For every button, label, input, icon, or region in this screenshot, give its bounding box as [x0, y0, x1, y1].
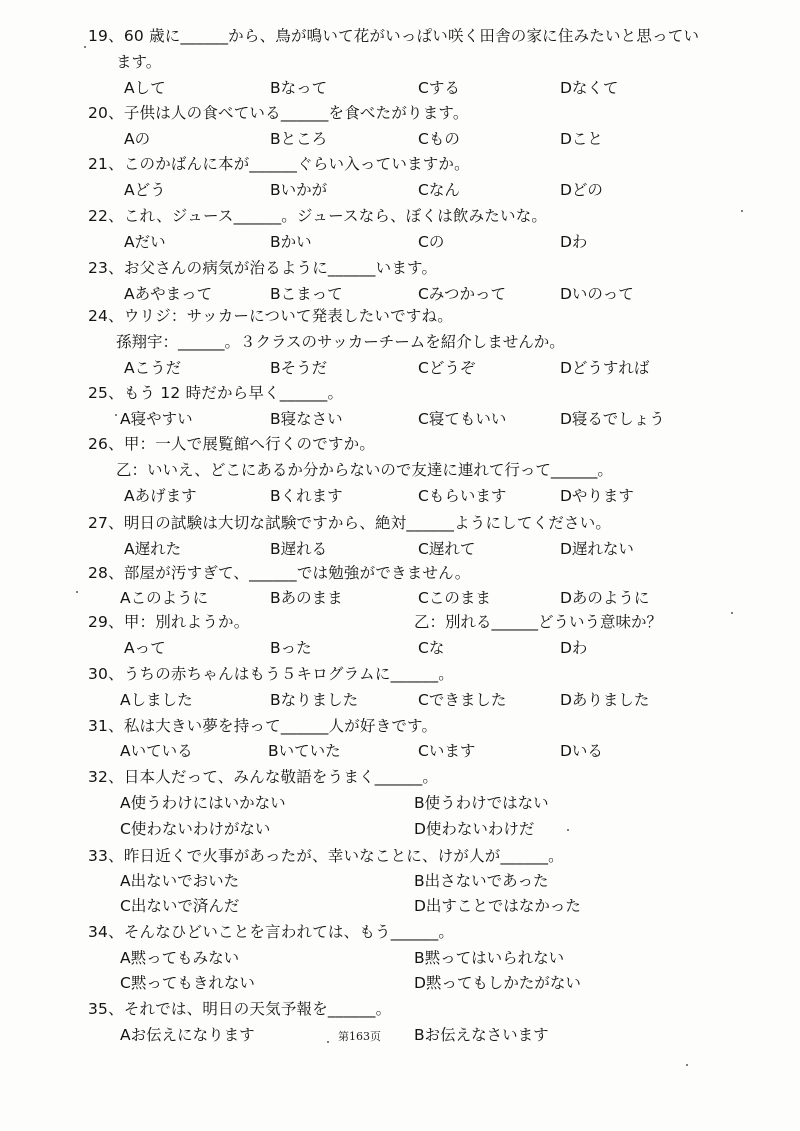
- question-number: 20、: [88, 104, 124, 122]
- option-c: C寝てもいい: [418, 410, 507, 428]
- option-b: Bお伝えなさいます: [414, 1026, 549, 1044]
- question-text: 私は大きい夢を持って______人が好きです。: [123, 717, 438, 735]
- question-24: [88, 304, 453, 326]
- question-31: [88, 714, 437, 736]
- option-a: Aこうだ: [124, 359, 182, 377]
- question-26: [88, 432, 375, 454]
- option-c: Cみつかって: [418, 285, 507, 303]
- option-b: B使うわけではない: [414, 794, 549, 812]
- option-a: Aしました: [120, 691, 193, 709]
- question-32: [88, 765, 438, 787]
- option-d: Dどうすれば: [560, 359, 650, 377]
- option-d: Dあのように: [560, 589, 650, 607]
- option-b: B出さないであった: [414, 872, 549, 890]
- question-number: 29、: [88, 613, 124, 631]
- question-29-reply: 乙：別れる______どういう意味か？: [414, 613, 663, 631]
- question-text: もう 12 時だから早く______。: [123, 384, 344, 402]
- option-c: Cいます: [418, 742, 476, 760]
- question-continuation: ます。: [116, 53, 162, 71]
- question-25: [88, 381, 343, 403]
- option-b: Bくれます: [270, 487, 343, 505]
- option-c: C使わないわけがない: [120, 820, 271, 838]
- option-d: D使わないわけだ: [414, 820, 535, 838]
- question-text: 昨日近くで火事があったが、幸いなことに、けが人が______。: [123, 847, 564, 865]
- option-a: A遅れた: [124, 540, 182, 558]
- option-b: B遅れる: [270, 540, 328, 558]
- option-a: Aあげます: [124, 487, 197, 505]
- question-number: 32、: [88, 768, 124, 786]
- scan-speck: [76, 591, 78, 593]
- option-b: Bなって: [270, 79, 328, 97]
- question-text: 甲：一人で展覧館へ行くのですか。: [123, 435, 376, 453]
- question-number: 24、: [88, 307, 124, 325]
- option-d: Dやります: [560, 487, 634, 505]
- question-35: [88, 997, 391, 1019]
- option-a: Aいている: [120, 742, 193, 760]
- option-b: Bかい: [270, 233, 312, 251]
- question-33: [88, 844, 564, 866]
- scan-speck: [741, 210, 743, 212]
- question-22: [88, 204, 547, 226]
- option-b: Bいかが: [270, 181, 328, 199]
- question-text: お父さんの病気が治るように______います。: [123, 259, 438, 277]
- option-c: Cこのまま: [418, 589, 491, 607]
- option-b: Bった: [270, 639, 312, 657]
- option-a: Aって: [124, 639, 166, 657]
- scan-speck: [731, 612, 733, 614]
- question-text: このかばんに本が______ぐらい入っていますか。: [123, 155, 470, 173]
- page-number: 第163页: [338, 1030, 381, 1043]
- option-d: Dわ: [560, 639, 588, 657]
- option-c: C遅れて: [418, 540, 476, 558]
- question-text: それでは、明日の天気予報を______。: [123, 1000, 392, 1018]
- question-27: [88, 511, 611, 533]
- question-30: [88, 662, 454, 684]
- option-c: Cの: [418, 233, 445, 251]
- question-21: [88, 152, 470, 174]
- question-20: [88, 101, 469, 123]
- question-number: 27、: [88, 514, 124, 532]
- option-d: Dありました: [560, 691, 650, 709]
- question-number: 33、: [88, 847, 124, 865]
- option-c: C黙ってもきれない: [120, 974, 255, 992]
- option-b: Bいていた: [268, 742, 341, 760]
- question-number: 34、: [88, 923, 124, 941]
- option-c: C出ないで済んだ: [120, 897, 240, 915]
- question-text: そんなひどいことを言われては、もう______。: [123, 923, 455, 941]
- question-34: [88, 920, 454, 942]
- scan-speck: [327, 1041, 329, 1043]
- question-number: 22、: [88, 207, 124, 225]
- question-text: 子供は人の食べている______を食べたがります。: [123, 104, 469, 122]
- option-d: D出すことではなかった: [414, 897, 581, 915]
- option-a: Aどう: [124, 181, 166, 199]
- option-d: Dどの: [560, 181, 603, 199]
- option-a: Aだい: [124, 233, 166, 251]
- question-text: 明日の試験は大切な試験ですから、絶対______ようにしてください。: [123, 514, 612, 532]
- question-number: 31、: [88, 717, 124, 735]
- question-text: 甲：別れようか。: [123, 613, 250, 631]
- option-a: Aして: [124, 79, 166, 97]
- question-number: 25、: [88, 384, 124, 402]
- option-a: Aあやまって: [124, 285, 213, 303]
- option-b: Bあのまま: [270, 589, 343, 607]
- question-number: 28、: [88, 564, 124, 582]
- scan-speck: [686, 1064, 688, 1066]
- question-28: [88, 561, 470, 583]
- question-text: うちの赤ちゃんはもう５キログラムに______。: [123, 665, 454, 683]
- question-text: 60 歳に______から、鳥が鳴いて花がいっぱい咲く田舎の家に住みたいと思ってい: [123, 27, 700, 45]
- question-number: 30、: [88, 665, 124, 683]
- option-b: Bそうだ: [270, 359, 328, 377]
- option-c: Cなん: [418, 181, 460, 199]
- option-c: Cできました: [418, 691, 507, 709]
- option-b: Bところ: [270, 130, 328, 148]
- option-c: Cもの: [418, 130, 460, 148]
- scan-speck: [84, 46, 86, 48]
- question-number: 23、: [88, 259, 124, 277]
- question-continuation: 乙：いいえ、どこにあるか分からないので友達に連れて行って______。: [116, 461, 613, 479]
- option-a: Aの: [124, 130, 151, 148]
- option-a: A黙ってもみない: [120, 949, 240, 967]
- question-text: これ、ジュース______。ジュースなら、ぼくは飲みたいな。: [123, 207, 548, 225]
- option-c: Cもらいます: [418, 487, 507, 505]
- option-b: B寝なさい: [270, 410, 343, 428]
- option-b: Bこまって: [270, 285, 343, 303]
- option-b: Bなりました: [270, 691, 359, 709]
- question-continuation: 孫翔宇：______。３クラスのサッカーチームを紹介しませんか。: [116, 333, 565, 351]
- option-d: D黙ってもしかたがない: [414, 974, 581, 992]
- option-d: Dわ: [560, 233, 588, 251]
- question-number: 26、: [88, 435, 124, 453]
- option-d: Dいのって: [560, 285, 634, 303]
- question-number: 35、: [88, 1000, 124, 1018]
- option-d: D遅れない: [560, 540, 634, 558]
- scan-speck: [115, 414, 117, 416]
- option-c: Cどうぞ: [418, 359, 476, 377]
- option-c: Cな: [418, 639, 445, 657]
- question-text: 部屋が汚すぎて、______では勉強ができません。: [123, 564, 471, 582]
- question-text: ウリジ：サッカーについて発表したいですね。: [123, 307, 453, 325]
- option-d: Dこと: [560, 130, 603, 148]
- option-d: Dいる: [560, 742, 603, 760]
- question-number: 19、: [88, 27, 124, 45]
- option-d: Dなくて: [560, 79, 619, 97]
- option-d: D寝るでしょう: [560, 410, 665, 428]
- question-number: 21、: [88, 155, 124, 173]
- question-29: [88, 610, 249, 632]
- option-a: Aこのように: [120, 589, 209, 607]
- option-a: A寝やすい: [120, 410, 193, 428]
- option-a: Aお伝えになります: [120, 1026, 255, 1044]
- question-text: 日本人だって、みんな敬語をうまく______。: [123, 768, 439, 786]
- option-c: Cする: [418, 79, 460, 97]
- question-23: [88, 256, 437, 278]
- option-a: A使うわけにはいかない: [120, 794, 286, 812]
- scan-speck: [567, 829, 569, 831]
- question-19: [88, 24, 699, 46]
- option-a: A出ないでおいた: [120, 872, 240, 890]
- option-b: B黙ってはいられない: [414, 949, 565, 967]
